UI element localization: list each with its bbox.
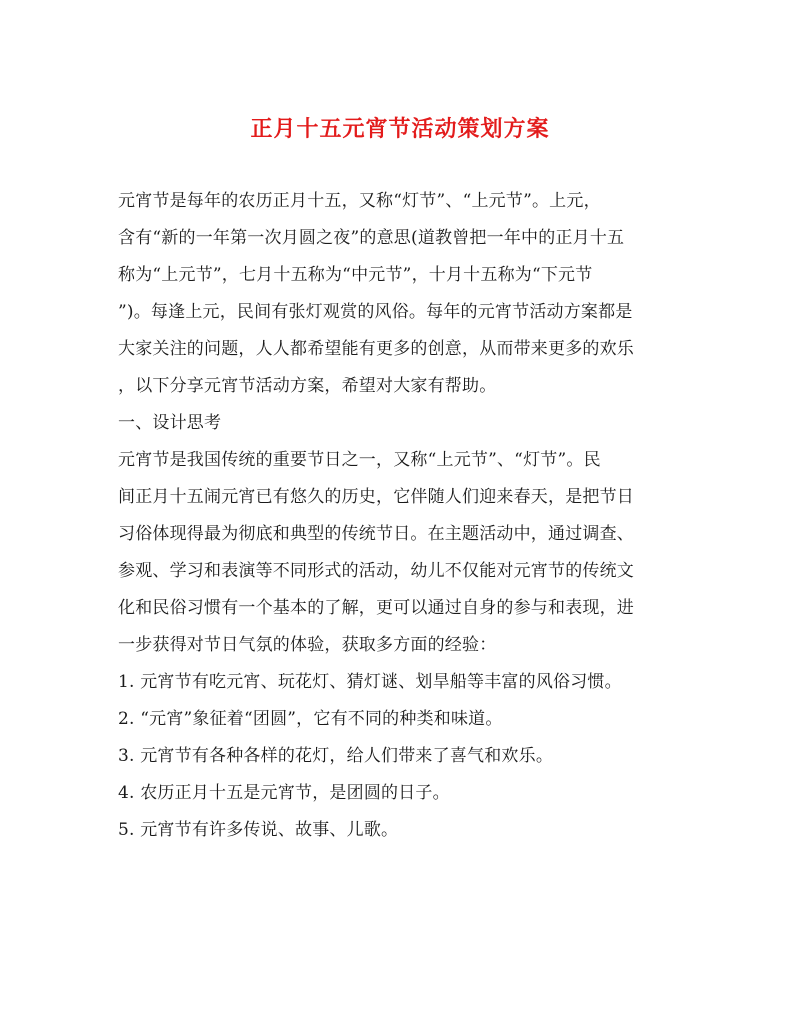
text-line: 一步获得对节日气氛的体验，获取多方面的经验： xyxy=(118,635,497,655)
document-title: 正月十五元宵节活动策划方案 xyxy=(250,116,550,142)
text-line: 参观、学习和表演等不同形式的活动，幼儿不仅能对元宵节的传统文 xyxy=(118,561,634,581)
list-item: 2. “元宵”象征着“团圆”，它有不同的种类和味道。 xyxy=(118,709,503,729)
text-line: ，以下分享元宵节活动方案，希望对大家有帮助。 xyxy=(118,376,497,396)
text-line: 化和民俗习惯有一个基本的了解，更可以通过自身的参与和表现，进 xyxy=(118,598,634,618)
text-line: 称为“上元节”，七月十五称为“中元节”，十月十五称为“下元节 xyxy=(118,265,593,285)
text-line: 大家关注的问题，人人都希望能有更多的创意，从而带来更多的欢乐 xyxy=(118,339,634,359)
list-item: 3. 元宵节有各种各样的花灯，给人们带来了喜气和欢乐。 xyxy=(118,746,554,766)
list-item: 4. 农历正月十五是元宵节，是团圆的日子。 xyxy=(118,783,450,803)
section-heading: 一、设计思考 xyxy=(118,413,222,433)
text-line: 元宵节是每年的农历正月十五，又称“灯节”、“上元节”。上元， xyxy=(118,191,601,211)
document-body xyxy=(118,183,686,849)
list-item: 5. 元宵节有许多传说、故事、儿歌。 xyxy=(118,820,399,840)
text-line: 间正月十五闹元宵已有悠久的历史，它伴随人们迎来春天，是把节日 xyxy=(118,487,634,507)
text-line: 含有“新的一年第一次月圆之夜”的意思(道教曾把一年中的正月十五 xyxy=(118,228,625,248)
text-line: ”)。每逢上元，民间有张灯观赏的风俗。每年的元宵节活动方案都是 xyxy=(118,302,633,322)
text-line: 习俗体现得最为彻底和典型的传统节日。在主题活动中，通过调查、 xyxy=(118,524,634,544)
text-line: 元宵节是我国传统的重要节日之一，又称“上元节”、“灯节”。民 xyxy=(118,450,601,470)
list-item: 1. 元宵节有吃元宵、玩花灯、猜灯谜、划旱船等丰富的风俗习惯。 xyxy=(118,672,622,692)
